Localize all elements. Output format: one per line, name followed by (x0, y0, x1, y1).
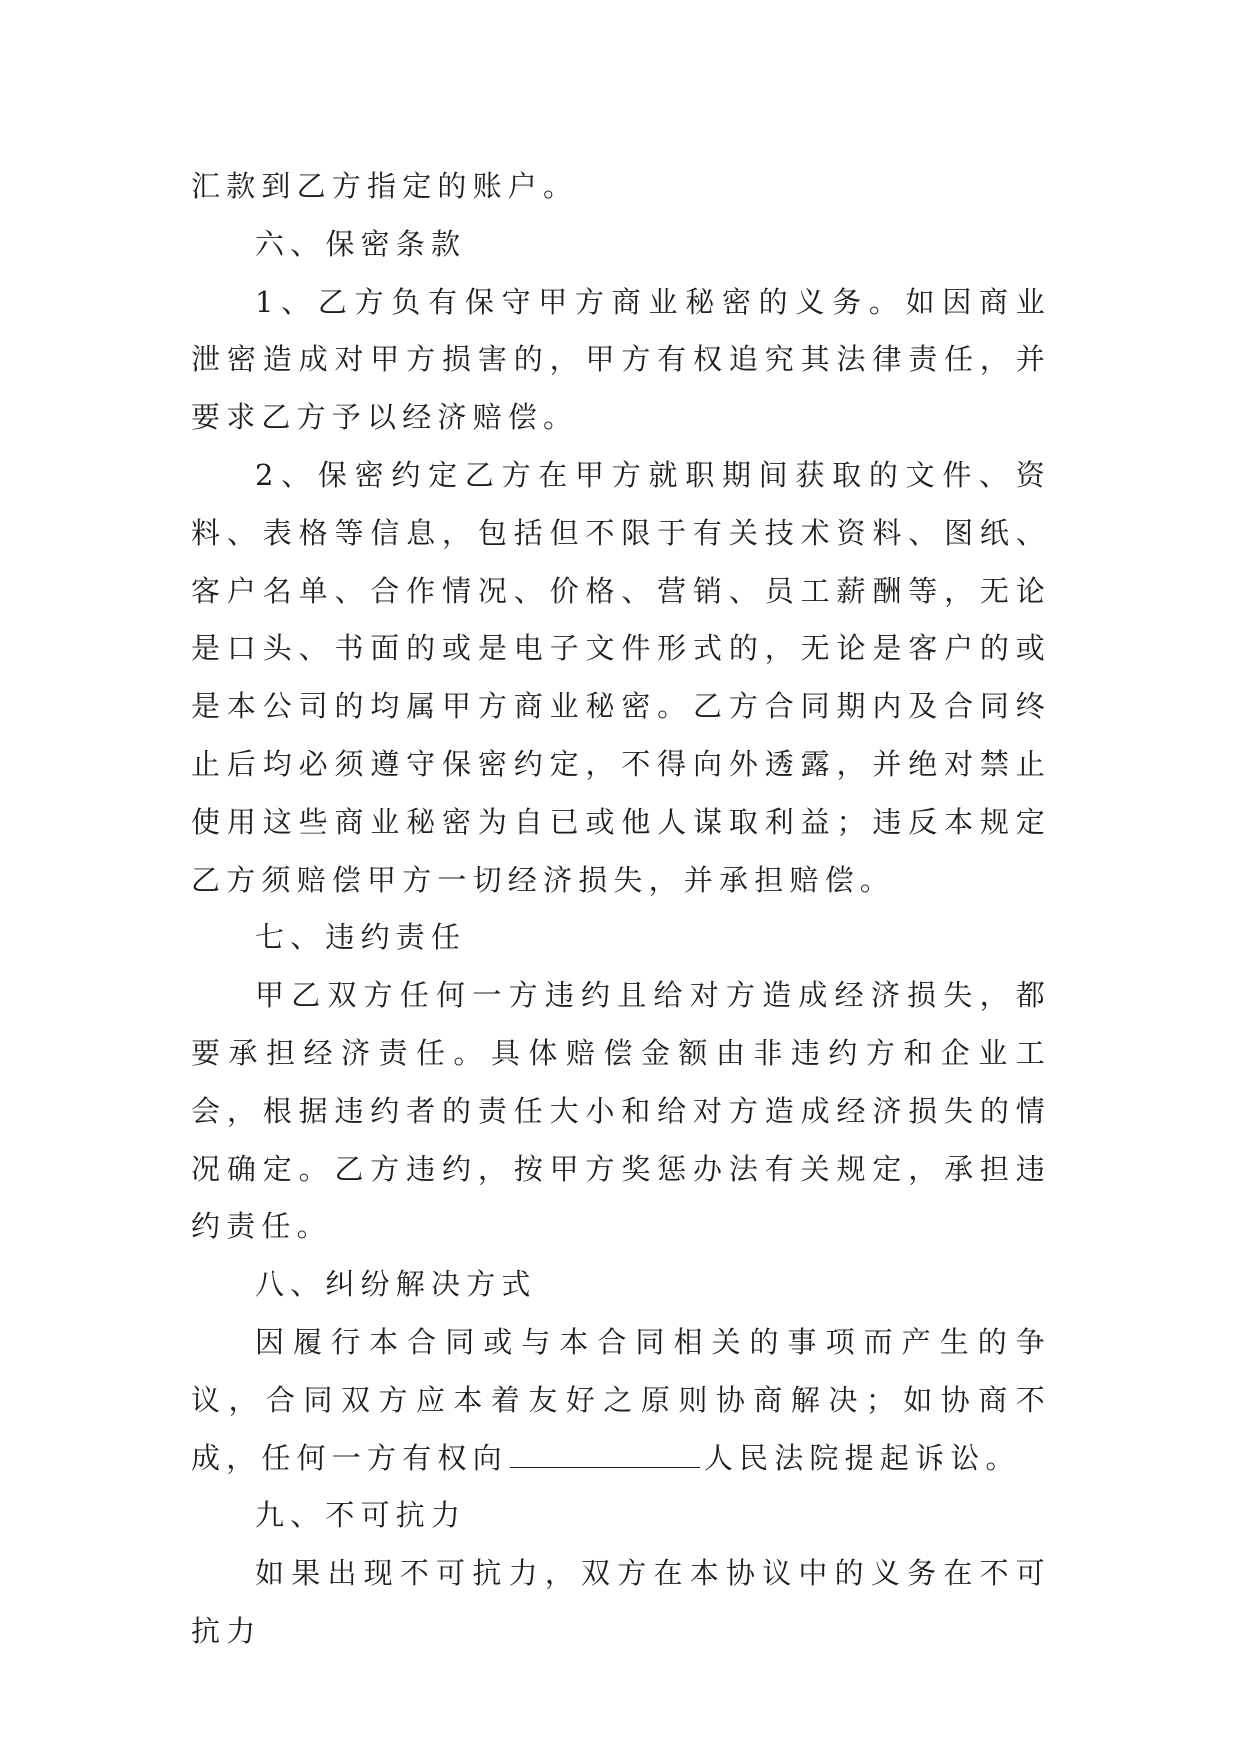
paragraph-confidentiality-2: 2、保密约定乙方在甲方就职期间获取的文件、资料、表格等信息，包括但不限于有关技术资料、图纸、客户名单、合作情况、价格、营销、员工薪酬等，无论是口头、书面的或是电子文件形式的，无论是客户的或是本公司的均属甲方商业秘密。乙方合同期内及合同终止后均必须遵守保密约定，不得向外透露，并绝对禁止使用这些商业秘密为自已或他人谋取利益；违反本规定乙方须赔偿甲方一切经济损失，并承担赔偿。 (191, 457, 1051, 897)
paragraph-dispute (191, 1314, 1051, 1487)
section-heading-force-majeure: 九、不可抗力 (255, 1498, 467, 1533)
paragraph-confidentiality-1: 1、乙方负有保守甲方商业秘密的义务。如因商业泄密造成对甲方损害的，甲方有权追究其法律责任，并要求乙方予以经济赔偿。 (191, 284, 1051, 435)
section-heading-breach: 七、违约责任 (255, 920, 467, 955)
paragraph-force-majeure: 如果出现不可抗力，双方在本协议中的义务在不可抗力 (191, 1556, 1051, 1648)
section-heading-confidentiality: 六、保密条款 (255, 226, 467, 261)
dispute-text-after: 人民法院提起诉讼。 (703, 1440, 1021, 1475)
dispute-text-before: 因履行本合同或与本合同相关的事项而产生的争议，合同双方应本着友好之原则协商解决；如协商不成，任何一方有权向 (191, 1324, 1051, 1475)
paragraph-continuation: 汇款到乙方指定的账户。 (191, 169, 579, 203)
section-heading-dispute: 八、纠纷解决方式 (255, 1267, 537, 1302)
document-body (191, 158, 1051, 1661)
court-name-blank (510, 1437, 700, 1468)
paragraph-breach: 甲乙双方任何一方违约且给对方造成经济损失，都要承担经济责任。具体赔偿金额由非违约方和企业工会，根据违约者的责任大小和给对方造成经济损失的情况确定。乙方违约，按甲方奖惩办法有关规定，承担违约责任。 (191, 978, 1051, 1244)
